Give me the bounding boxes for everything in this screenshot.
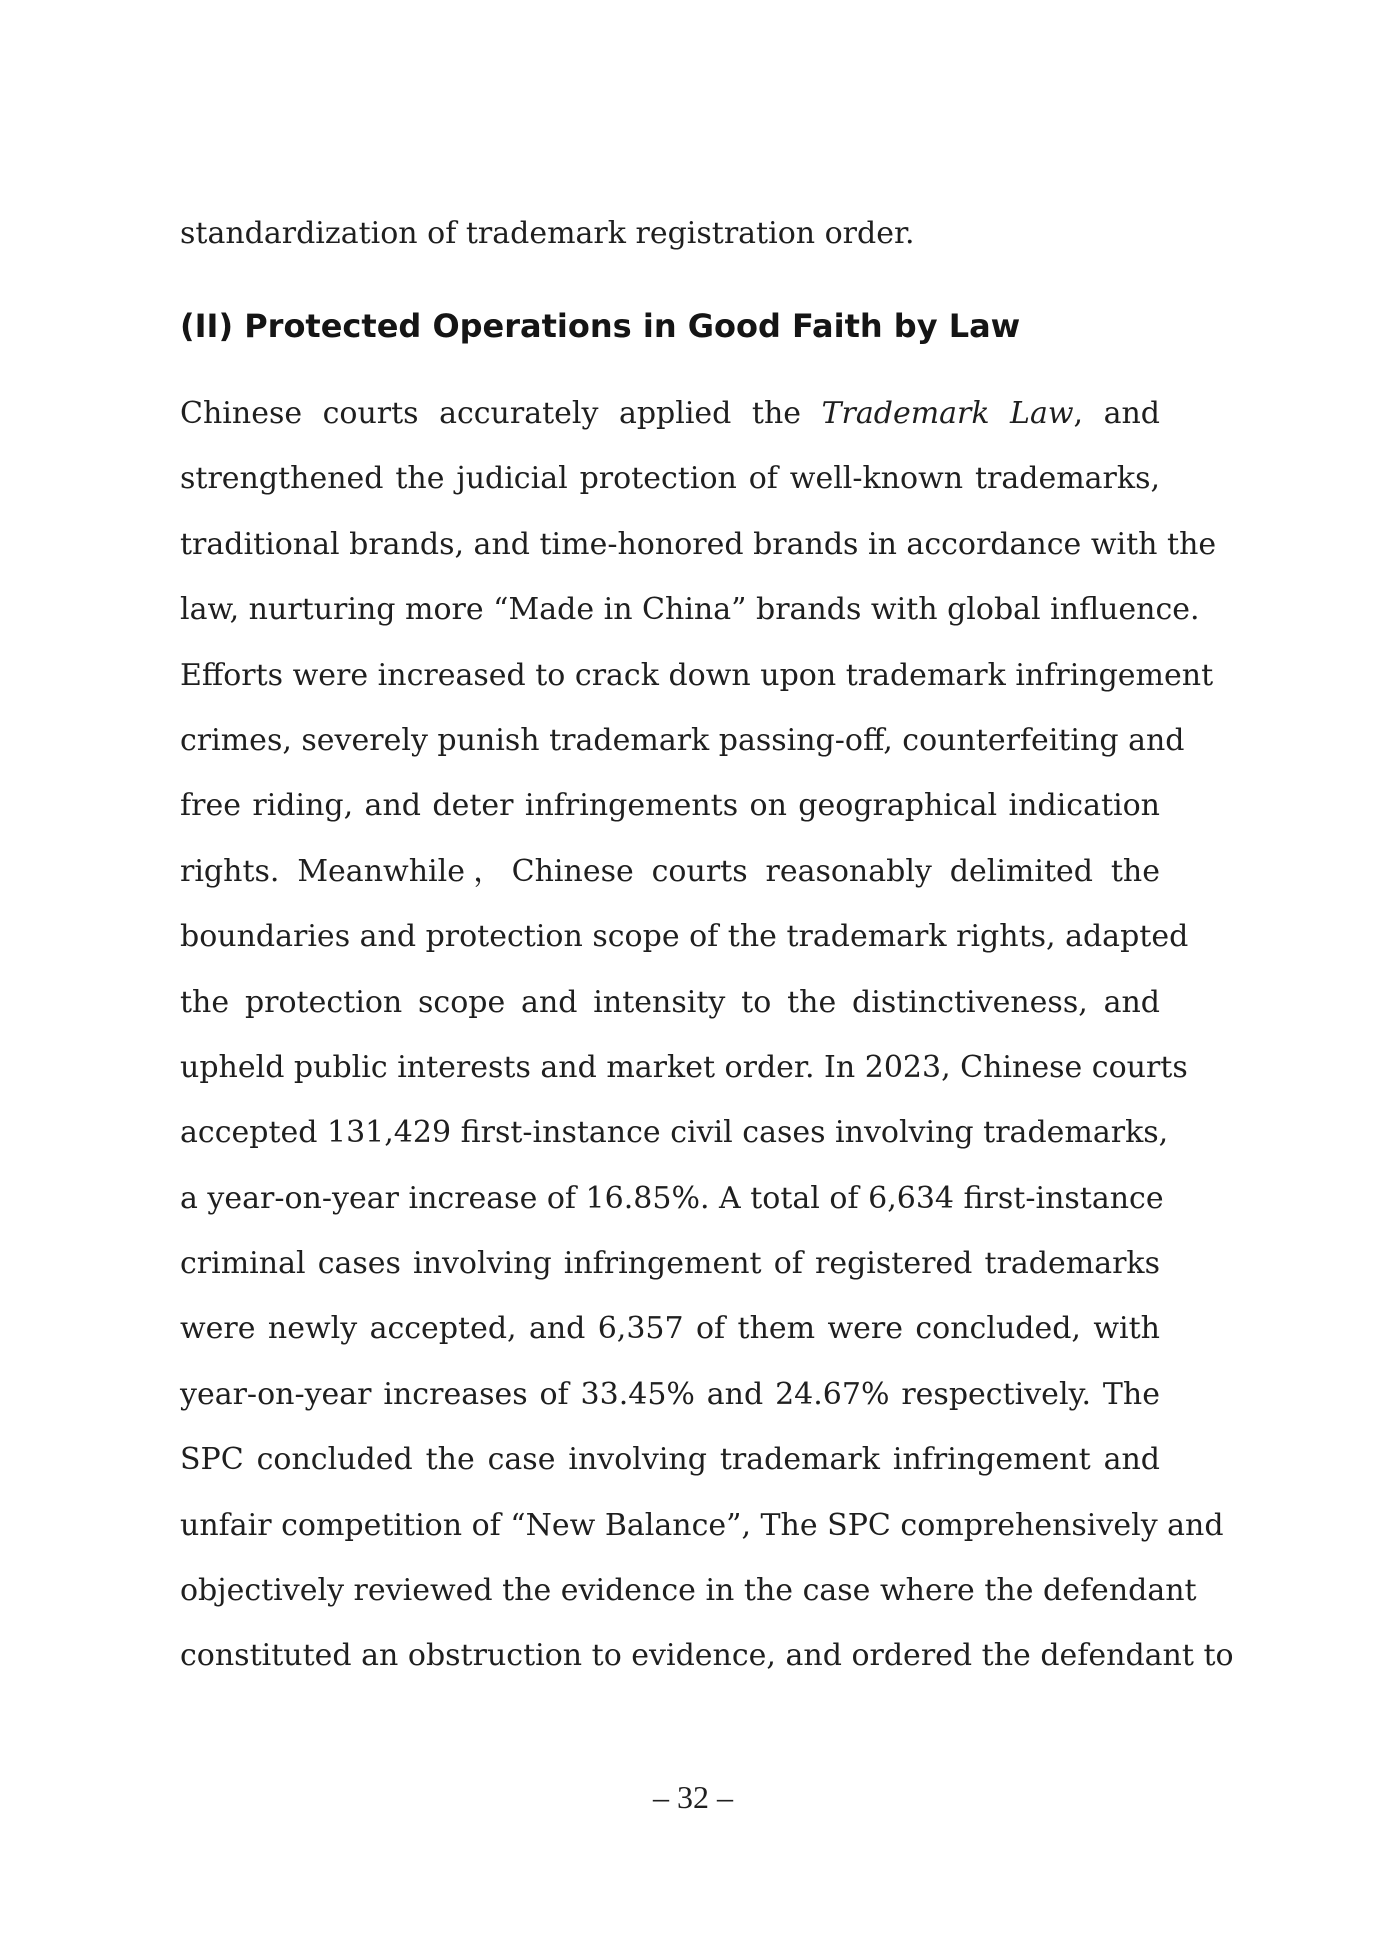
paragraph-line: criminal cases involving infringement of registered trademarks [180, 1246, 1160, 1282]
body-paragraph [180, 388, 1234, 1696]
paragraph-line: rights. Meanwhile，Chinese courts reasonably delimited the [180, 853, 1160, 889]
continued-text-line: standardization of trademark registration order. [180, 216, 915, 251]
paragraph-line: free riding, and deter infringements on geographical indication [180, 788, 1160, 824]
paragraph-line-1 [180, 388, 1160, 453]
paragraph-line: objectively reviewed the evidence in the case where the defendant [180, 1573, 1197, 1609]
paragraph-line: a year-on-year increase of 16.85%. A total of 6,634 first-instance [180, 1180, 1164, 1216]
paragraph-line: Efforts were increased to crack down upon trademark infringement [180, 657, 1214, 693]
line-1-start: Chinese courts accurately applied the [180, 396, 822, 431]
law-title-italic: Trademark Law [821, 396, 1074, 431]
paragraph-line: law, nurturing more “Made in China” brands with global influence. [180, 592, 1200, 628]
paragraph-line: traditional brands, and time-honored brands in accordance with the [180, 526, 1217, 562]
paragraph-line: were newly accepted, and 6,357 of them were concluded, with [180, 1311, 1160, 1347]
paragraph-line: boundaries and protection scope of the trademark rights, adapted [180, 919, 1189, 955]
paragraph-line: upheld public interests and market order. In 2023, Chinese courts [180, 1049, 1188, 1085]
paragraph-line: year-on-year increases of 33.45% and 24.67% respectively. The [180, 1376, 1160, 1412]
paragraph-line: the protection scope and intensity to the distinctiveness, and [180, 984, 1160, 1020]
page-number: – 32 – [653, 1779, 733, 1815]
paragraph-line: crimes, severely punish trademark passing-off, counterfeiting and [180, 722, 1185, 758]
line-1-end: , and [1073, 396, 1160, 431]
paragraph-line: unfair competition of “New Balance”, The SPC comprehensively and [180, 1507, 1224, 1543]
section-heading: (II) Protected Operations in Good Faith by Law [180, 307, 1021, 345]
paragraph-line: constituted an obstruction to evidence, and ordered the defendant to [180, 1638, 1234, 1674]
paragraph-line: accepted 131,429 first-instance civil cases involving trademarks, [180, 1115, 1169, 1151]
paragraph-line: SPC concluded the case involving trademark infringement and [180, 1442, 1160, 1478]
paragraph-line: strengthened the judicial protection of well-known trademarks, [180, 461, 1160, 497]
